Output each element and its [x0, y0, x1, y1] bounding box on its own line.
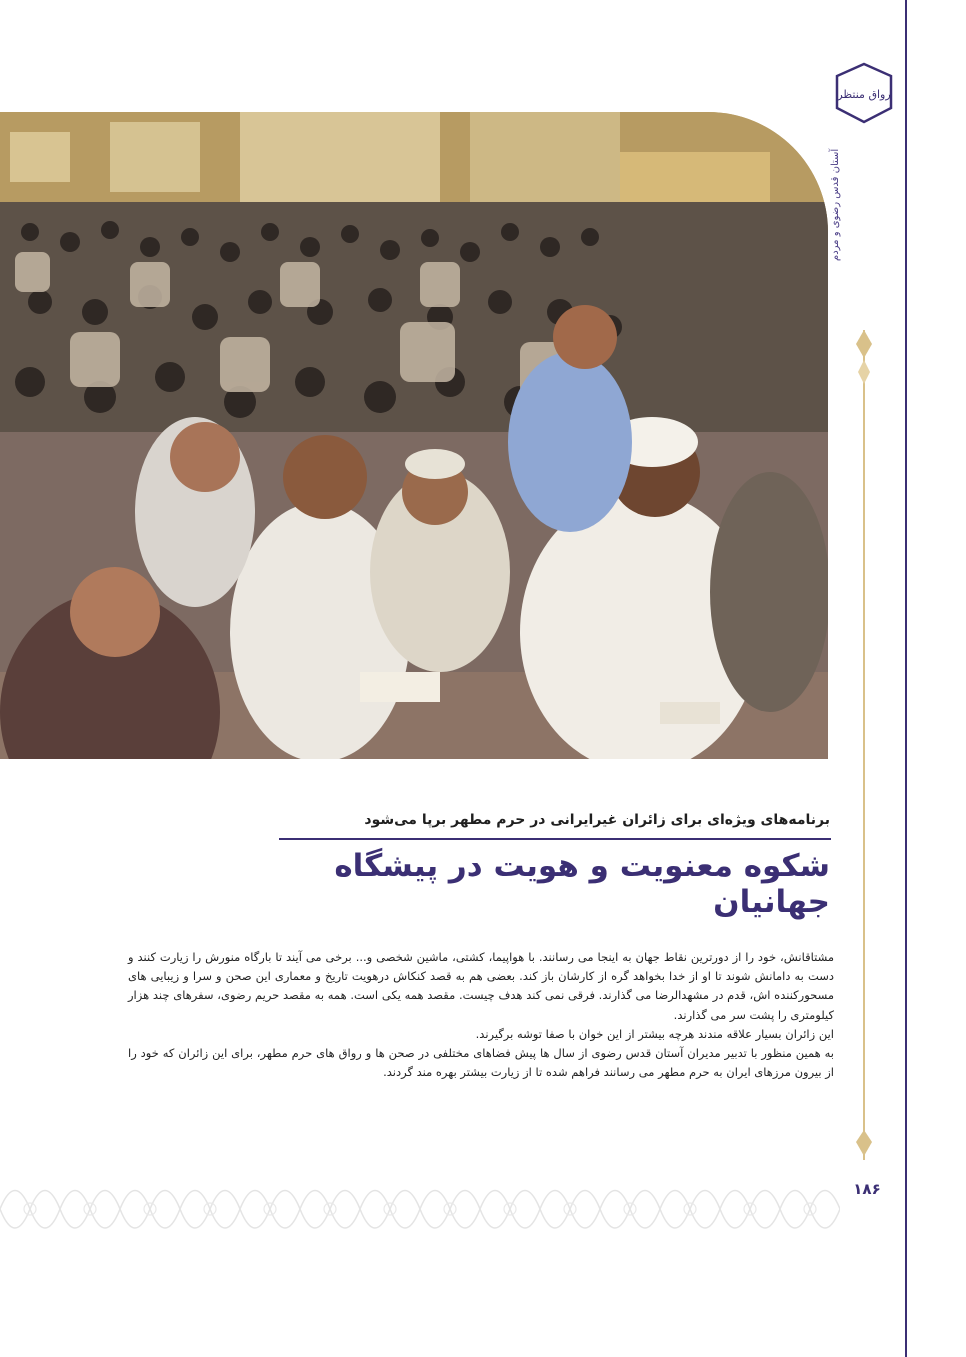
magazine-logo-icon: [833, 62, 895, 124]
decorative-pattern: [0, 1172, 840, 1247]
side-ornament-icon: [844, 330, 884, 1160]
photo-illustration: [0, 112, 828, 759]
paragraph: به همین منظور با تدبیر مدیران آستان قدس رضوی از سال ها پیش فضاهای مختلفی در صحن ها و رواق های حرم مطهر، برای این زائران که خود را از بیرون مرزهای ایران به حرم مطهر می رسانند فراهم شده تا از زیارت بیشتر بهره مند گردند.: [128, 1046, 834, 1080]
svg-text:رواق منتظر: رواق منتظر: [837, 88, 891, 101]
magazine-side-label: آستان قدس رضوی و مردم: [830, 148, 841, 262]
article-subtitle: برنامه‌های ویژه‌ای برای زائران غیرایرانی در حرم مطهر برپا می‌شود: [364, 812, 830, 828]
heading-divider: [279, 838, 831, 840]
article-body: [128, 948, 834, 1082]
side-rail-line: [905, 0, 907, 1357]
paragraph: این زائران بسیار علاقه مندند هرچه بیشتر از این خوان با صفا توشه برگیرند.: [475, 1026, 834, 1041]
page-number: ۱۸۶: [853, 1180, 881, 1198]
article-title: شکوه معنویت و هویت در پیشگاه جهانیان: [334, 848, 830, 920]
article-photo: [0, 112, 828, 759]
paragraph: مشتاقانش، خود را از دورترین نقاط جهان به اینجا می رسانند. با هواپیما، کشتی، ماشین شخصی و... برخی می آیند تا بارگاه منورش را زیارت کنند و دست به دامانش شوند تا او از خدا بخواهد گره از کارشان باز کند. بعضی هم به قصد کنکاش درهویت تاریخ و معماری این صحن و سرا و زیبایی های مسحورکننده اش، قدم در مشهدالرضا می گذارند. فرقی نمی کند هدف چیست. مقصد همه یکی است. همه به مقصد حریم رضوی، سفرهای چند هزار کیلومتری را پشت سر می گذارند.: [128, 950, 834, 1022]
